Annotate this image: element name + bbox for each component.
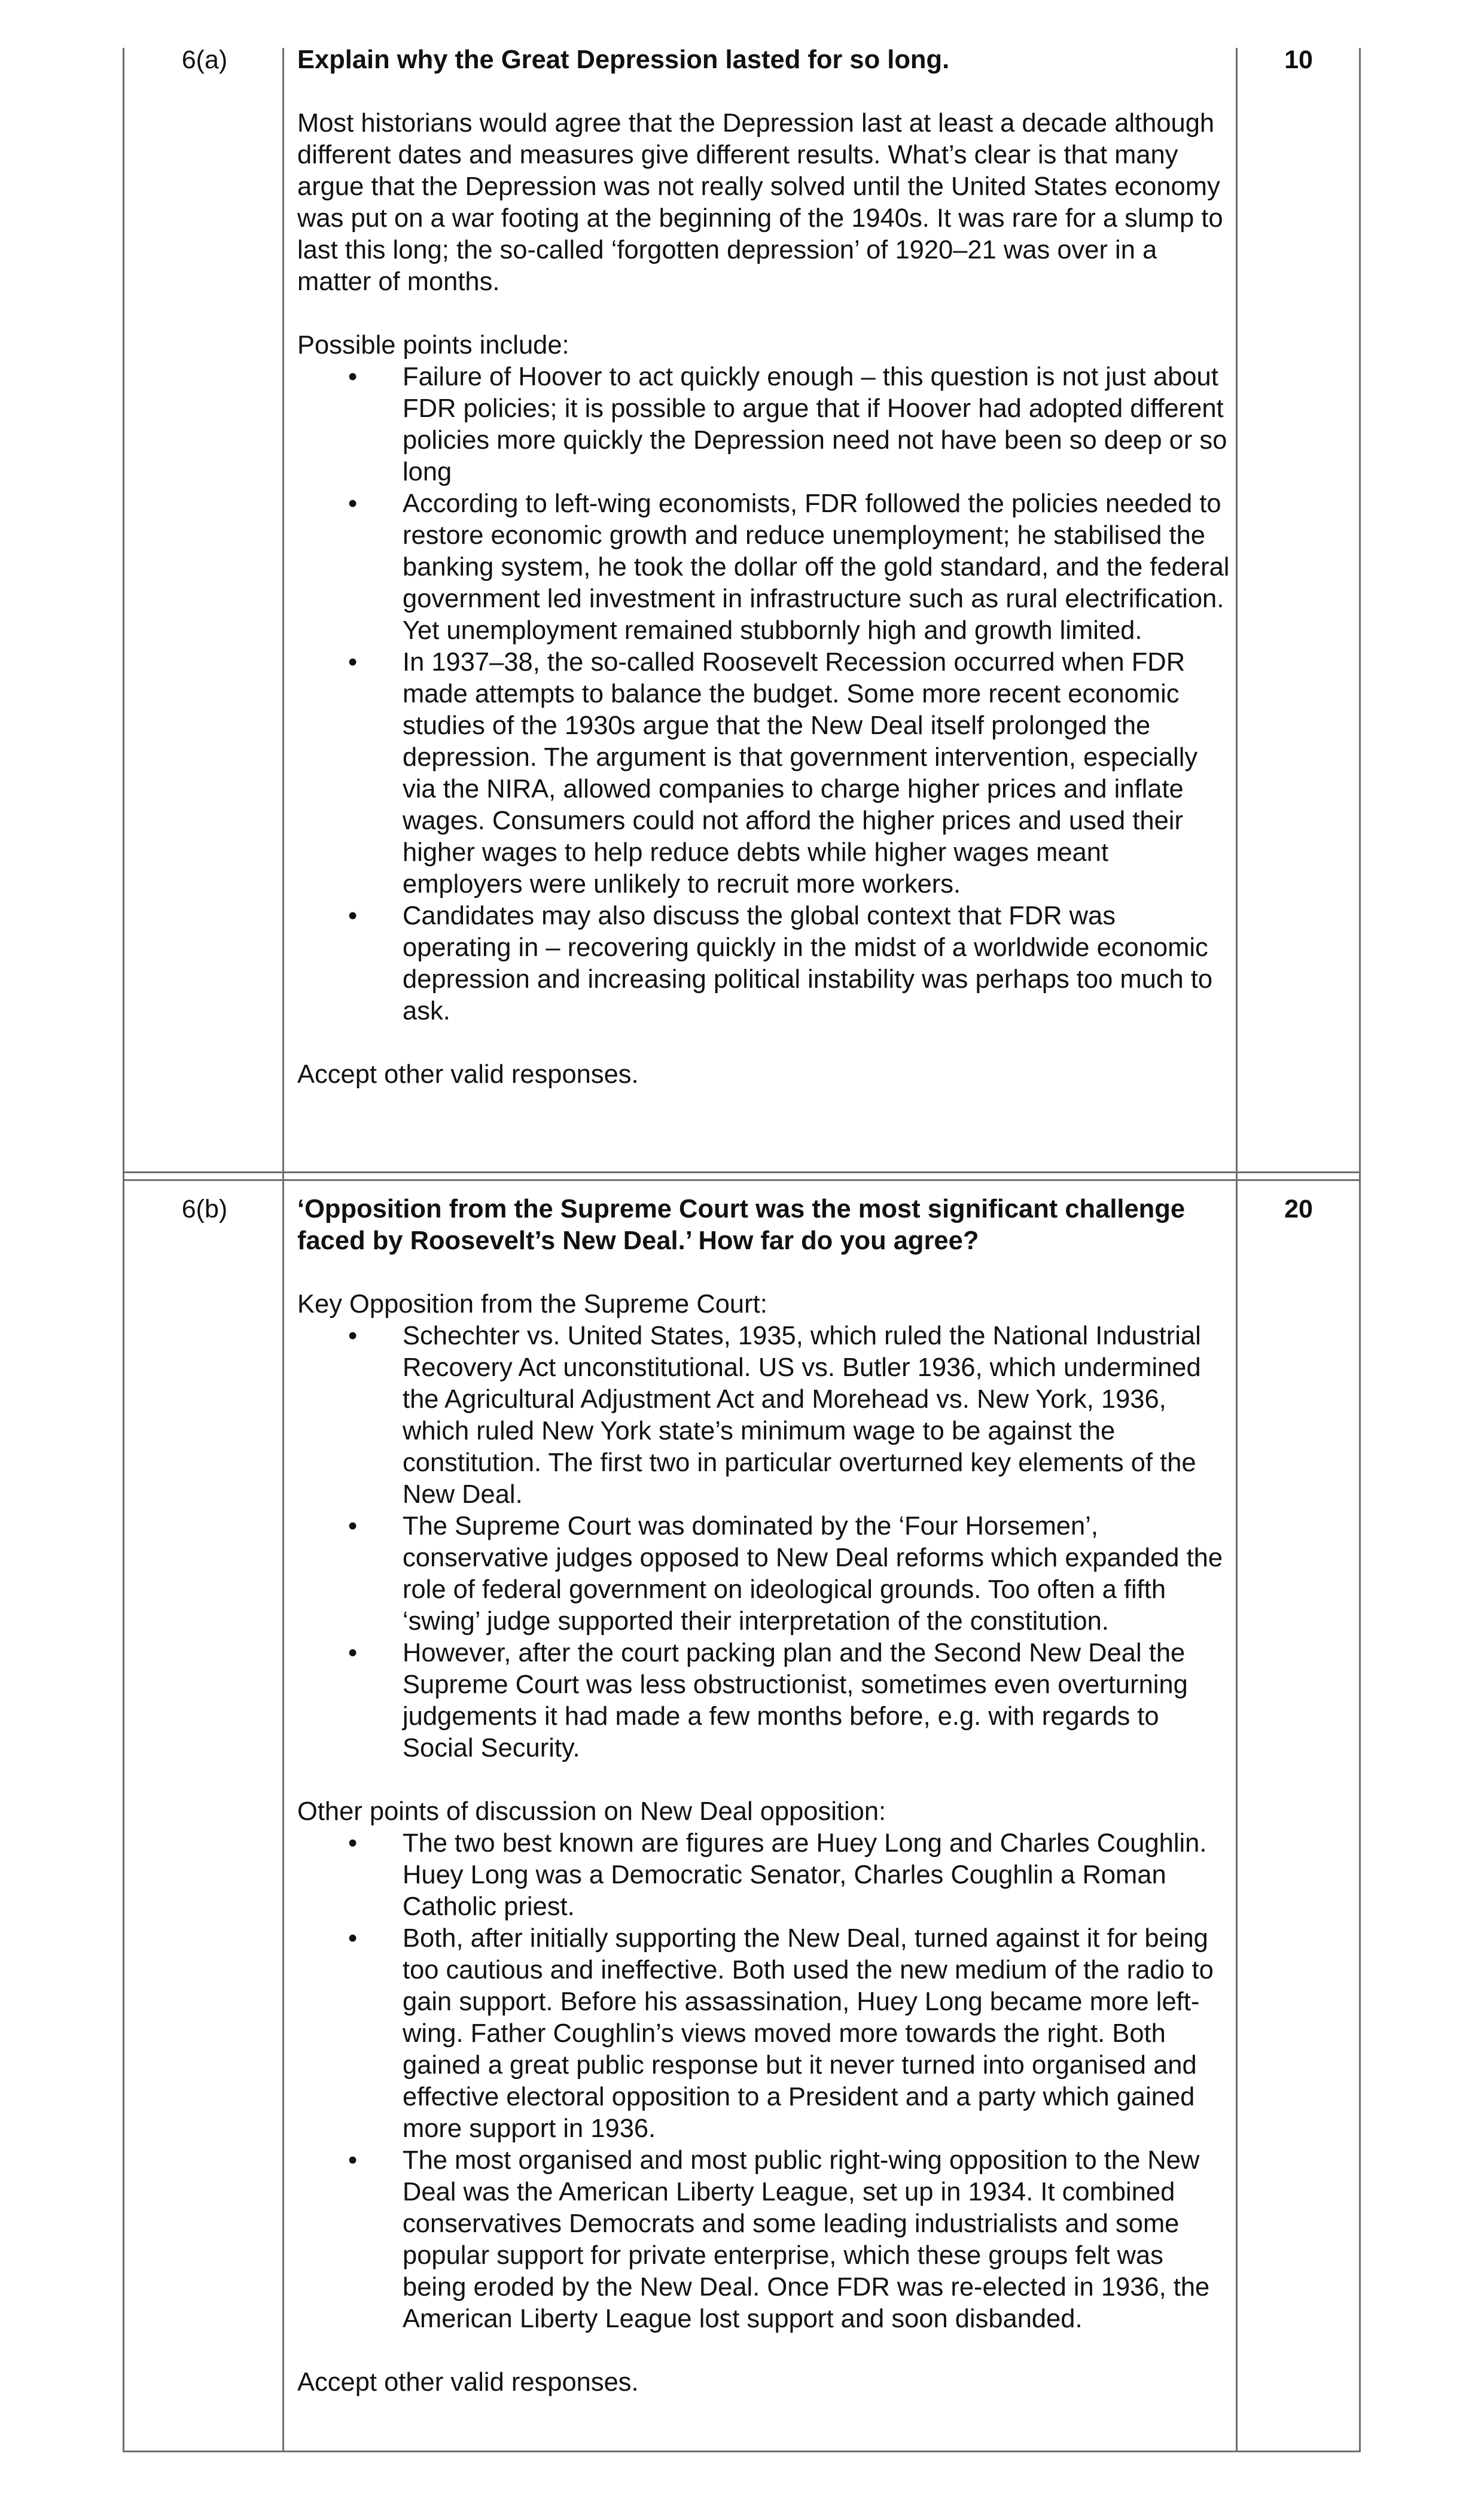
list-item: • In 1937–38, the so-called Roosevelt Recession occurred when FDR made attempts to balance the budget. Some more recent economic studies of the 1930s argue that the New Deal itself prolonged the depression. The argument is that government intervention, especially via the NIRA, allowed companies to charge higher prices and inflate wages. Consumers could not afford the higher prices and used their higher wages to help reduce debts while higher wages meant employers were unlikely to recruit more workers. [348,648,1198,899]
question-number-6a: 6(a) [181,45,228,74]
answer-cell-6b [297,1194,1230,2398]
list-item: • The Supreme Court was dominated by the ‘Four Horsemen’, conservative judges opposed to New Deal reforms which expanded the role of federal government on ideological grounds. Too often a fifth ‘swing’ judge supported their interpretation of the constitution. [348,1512,1223,1636]
row-divider-bottom [123,1179,1361,1181]
marks-6b: 20 [1284,1195,1313,1223]
bullet-icon: • [348,1829,358,1858]
section-heading-other-opposition: Other points of discussion on New Deal opposition: [297,1797,886,1826]
list-item: • Candidates may also discuss the global context that FDR was operating in – recovering quickly in the midst of a worldwide economic depression and increasing political instability was perhaps too much to ask. [348,902,1213,1025]
column-divider-question [282,48,284,2452]
closing-note-6a: Accept other valid responses. [297,1060,639,1089]
table-border-bottom [123,2451,1361,2452]
bullet-list-supreme-court [297,1320,1230,1764]
bullet-icon: • [348,1512,358,1541]
bullet-icon: • [348,2146,358,2175]
section-heading-supreme-court: Key Opposition from the Supreme Court: [297,1290,767,1319]
question-title-6b: ‘Opposition from the Supreme Court was the most significant challenge faced by Roosevelt’s New Deal.’ How far do you agree? [297,1195,1186,1255]
table-border-right [1359,48,1361,2452]
list-item: • However, after the court packing plan and the Second New Deal the Supreme Court was less obstructionist, sometimes even overturning judgements it had made a few months before, e.g. with regards to Social Security. [348,1639,1188,1763]
closing-note-6b: Accept other valid responses. [297,2368,639,2397]
bullet-list-other-opposition [297,1828,1230,2335]
table-border-left [123,48,124,2452]
bullet-list-6a [297,361,1230,1027]
bullet-icon: • [348,1322,358,1350]
bullet-icon: • [348,363,358,391]
list-item: • Both, after initially supporting the New Deal, turned against it for being too cautious and ineffective. Both used the new medium of the radio to gain support. Before his assassination, Huey Long became more left-wing. Father Coughlin’s views moved more towards the right. Both gained a great public response but it never turned into organised and effective electoral opposition to a President and a party which gained more support in 1936. [348,1924,1214,2143]
question-title-6a: Explain why the Great Depression lasted for so long. [297,45,950,74]
list-item: • Failure of Hoover to act quickly enough – this question is not just about FDR policies; it is possible to argue that if Hoover had adopted different policies more quickly the Depression need not have been so deep or so long [348,363,1227,486]
column-divider-marks [1236,48,1238,2452]
list-item: • Schechter vs. United States, 1935, which ruled the National Industrial Recovery Act unconstitutional. US vs. Butler 1936, which undermined the Agricultural Adjustment Act and Morehead vs. New York, 1936, which ruled New York state’s minimum wage to be against the constitution. The first two in particular overturned key elements of the New Deal. [348,1322,1201,1509]
marks-6a: 10 [1284,45,1313,74]
bullet-icon: • [348,648,358,677]
points-heading-6a: Possible points include: [297,331,569,360]
row-divider-top [123,1171,1361,1173]
bullet-icon: • [348,1639,358,1667]
list-item: • The most organised and most public right-wing opposition to the New Deal was the American Liberty League, set up in 1934. It combined conservatives Democrats and some leading industrialists and some popular support for private enterprise, which these groups felt was being eroded by the New Deal. Once FDR was re-elected in 1936, the American Liberty League lost support and soon disbanded. [348,2146,1210,2333]
intro-paragraph-6a: Most historians would agree that the Depression last at least a decade although different dates and measures give different results. What’s clear is that many argue that the Depression was not really solved until the United States economy was put on a war footing at the beginning of the 1940s. It was rare for a slump to last this long; the so-called ‘forgotten depression’ of 1920–21 was over in a matter of months. [297,109,1223,296]
bullet-icon: • [348,1924,358,1953]
question-number-6b: 6(b) [181,1195,228,1223]
bullet-icon: • [348,489,358,518]
list-item: • According to left-wing economists, FDR followed the policies needed to restore economic growth and reduce unemployment; he stabilised the banking system, he took the dollar off the gold standard, and the federal government led investment in infrastructure such as rural electrification. Yet unemployment remained stubbornly high and growth limited. [348,489,1230,645]
list-item: • The two best known are figures are Huey Long and Charles Coughlin. Huey Long was a Democratic Senator, Charles Coughlin a Roman Catholic priest. [348,1829,1207,1921]
bullet-icon: • [348,902,358,930]
answer-cell-6a [297,44,1230,1091]
